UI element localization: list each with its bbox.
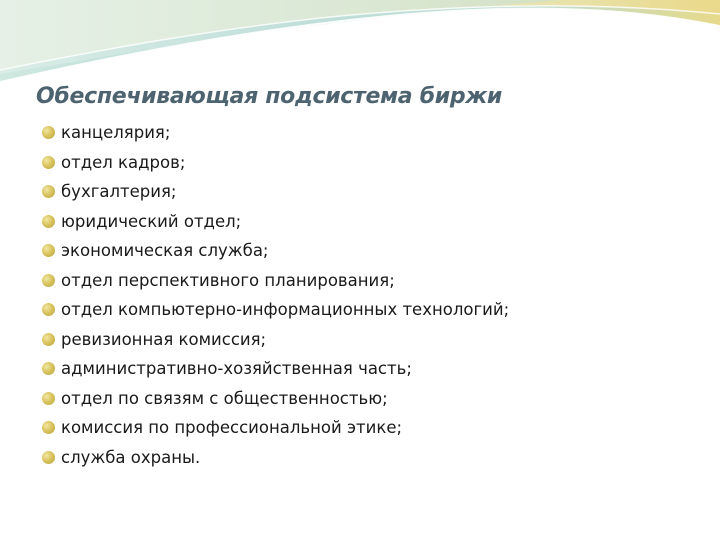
round-bullet-icon	[42, 185, 55, 198]
round-bullet-icon	[42, 333, 55, 346]
header-wave-decoration	[0, 0, 720, 90]
list-item-text: отдел по связям с общественностью;	[61, 388, 388, 408]
list-item-text: канцелярия;	[61, 123, 171, 143]
list-item-text: отдел кадров;	[61, 152, 186, 172]
list-item-text: административно-хозяйственная часть;	[61, 359, 412, 379]
round-bullet-icon	[42, 451, 55, 464]
list-item-text: отдел компьютерно-информационных технологий;	[61, 300, 510, 320]
list-item-text: юридический отдел;	[61, 211, 242, 231]
list-item	[42, 384, 712, 414]
round-bullet-icon	[42, 215, 55, 228]
list-item-text: комиссия по профессиональной этике;	[61, 418, 403, 438]
list-item	[42, 443, 712, 473]
slide-title: Обеспечивающая подсистема биржи	[36, 84, 503, 109]
list-item-text: экономическая служба;	[61, 241, 269, 261]
list-item-text: ревизионная комиссия;	[61, 329, 267, 349]
round-bullet-icon	[42, 126, 55, 139]
list-item	[42, 295, 712, 325]
list-item	[42, 236, 712, 266]
round-bullet-icon	[42, 362, 55, 375]
round-bullet-icon	[42, 421, 55, 434]
round-bullet-icon	[42, 244, 55, 257]
list-item-text: служба охраны.	[61, 447, 201, 467]
list-item	[42, 177, 712, 207]
bullet-list	[42, 118, 712, 472]
list-item-text: бухгалтерия;	[61, 182, 177, 202]
list-item-text: отдел перспективного планирования;	[61, 270, 395, 290]
list-item	[42, 354, 712, 384]
list-item	[42, 325, 712, 355]
round-bullet-icon	[42, 303, 55, 316]
round-bullet-icon	[42, 156, 55, 169]
list-item	[42, 148, 712, 178]
round-bullet-icon	[42, 392, 55, 405]
list-item	[42, 413, 712, 443]
list-item	[42, 266, 712, 296]
list-item	[42, 207, 712, 237]
list-item	[42, 118, 712, 148]
round-bullet-icon	[42, 274, 55, 287]
